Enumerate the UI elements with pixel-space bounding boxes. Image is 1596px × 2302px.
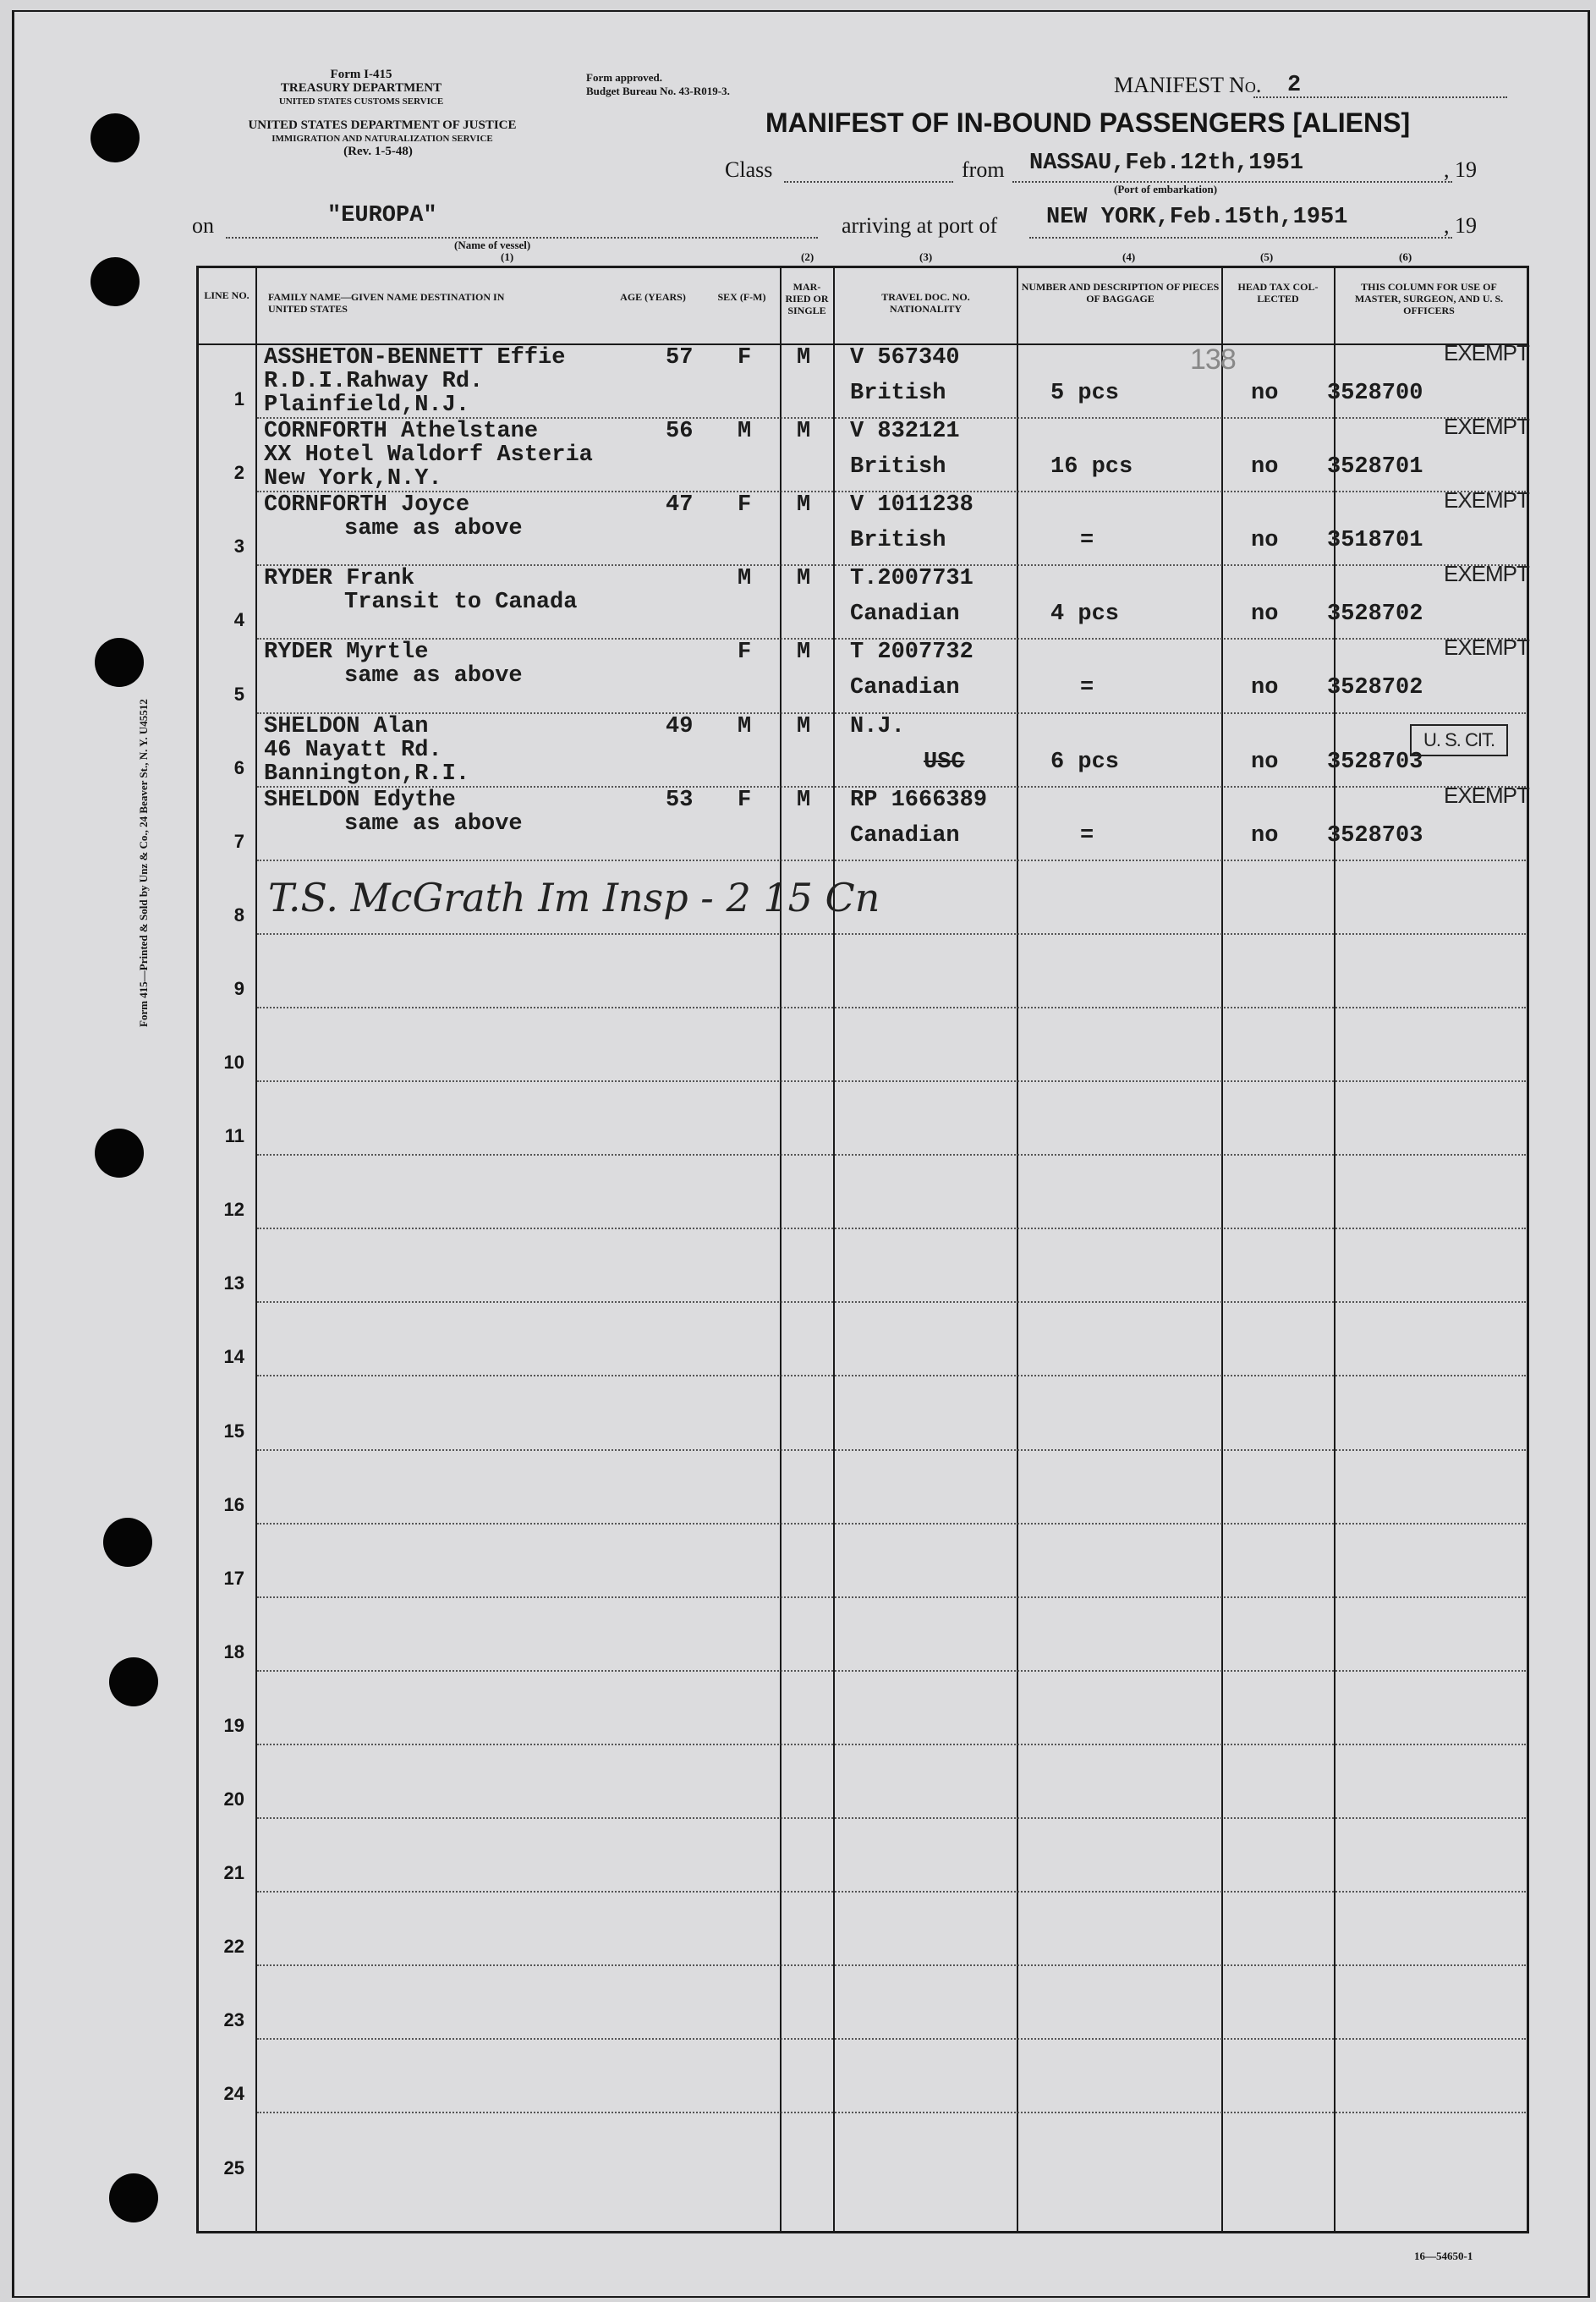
col-divider — [1221, 266, 1223, 2232]
marital-status: M — [797, 492, 811, 519]
punch-hole — [103, 1518, 152, 1567]
destination-line-1: same as above — [344, 663, 523, 690]
passenger-sex: F — [738, 345, 752, 371]
destination-line-2: Plainfield,N.J. — [264, 393, 470, 418]
col-number-5: (5) — [1260, 250, 1274, 263]
baggage-count: 6 pcs — [1050, 749, 1120, 775]
us-citizen-stamp: U. S. CIT. — [1410, 724, 1508, 756]
officer-number: 3528701 — [1327, 454, 1423, 481]
head-tax: no — [1251, 528, 1279, 554]
nationality: British — [850, 454, 946, 481]
exempt-stamp: EXEMPT — [1444, 782, 1529, 808]
from-label: from — [962, 157, 1005, 182]
travel-doc-number: RP 1666389 — [850, 787, 988, 813]
travel-doc-number: V 832121 — [850, 419, 960, 445]
row-number: 20 — [223, 1788, 244, 1810]
row-rule — [257, 1375, 1526, 1376]
destination-line-1: same as above — [344, 810, 523, 837]
officer-number: 3528703 — [1327, 749, 1423, 775]
col-divider — [1334, 266, 1335, 2232]
travel-doc-number: V 567340 — [850, 345, 960, 371]
customs-label: UNITED STATES CUSTOMS SERVICE — [278, 96, 444, 107]
passenger-age: 49 — [666, 713, 694, 739]
row-rule — [257, 2038, 1526, 2040]
row-number: 10 — [223, 1052, 244, 1073]
arriving-line — [1029, 237, 1452, 239]
baggage-count: 4 pcs — [1050, 602, 1120, 628]
manifest-table — [196, 266, 1529, 2233]
head-tax: no — [1251, 602, 1279, 628]
travel-doc-number: V 1011238 — [850, 492, 974, 519]
col-header-head-tax: HEAD TAX COL-LECTED — [1237, 281, 1319, 305]
row-rule — [257, 1080, 1526, 1082]
form-code: 16—54650-1 — [1414, 2250, 1473, 2262]
row-number: 4 — [233, 609, 244, 631]
baggage-count: = — [1080, 528, 1094, 554]
exempt-stamp: EXEMPT — [1444, 414, 1529, 440]
head-tax: no — [1251, 749, 1279, 775]
nationality: British — [850, 381, 946, 406]
from-year: , 19 — [1444, 157, 1477, 182]
col-header-sex: SEX (F-M) — [717, 291, 766, 303]
manifest-title: MANIFEST OF IN-BOUND PASSENGERS [ALIENS] — [765, 107, 1411, 138]
row-number: 18 — [223, 1640, 244, 1662]
passenger-age: 56 — [666, 419, 694, 445]
col-header-married: MAR-RIED OR SINGLE — [785, 281, 829, 316]
passenger-name: ASSHETON-BENNETT Effie — [264, 345, 566, 371]
passenger-age: 47 — [666, 492, 694, 519]
officer-number: 3518701 — [1327, 528, 1423, 554]
row-number: 9 — [233, 977, 244, 999]
baggage-count: = — [1080, 822, 1094, 849]
col-divider — [1017, 266, 1018, 2232]
row-number: 17 — [223, 1567, 244, 1589]
baggage-count: = — [1080, 675, 1094, 701]
nationality: USC — [924, 749, 965, 775]
row-number: 2 — [233, 462, 244, 484]
row-rule — [257, 933, 1526, 935]
travel-doc-number: T 2007732 — [850, 640, 974, 666]
row-number: 14 — [223, 1346, 244, 1368]
officer-number: 3528702 — [1327, 675, 1423, 701]
treasury-label: TREASURY DEPARTMENT — [280, 81, 442, 95]
marital-status: M — [797, 345, 811, 371]
arriving-year: , 19 — [1444, 213, 1477, 238]
vessel-col-number: (1) — [501, 250, 514, 263]
travel-doc-number: N.J. — [850, 713, 905, 739]
punch-hole — [90, 257, 140, 306]
row-number: 8 — [233, 904, 244, 926]
row-number: 22 — [223, 1936, 244, 1958]
row-rule — [257, 1817, 1526, 1819]
row-rule — [257, 1228, 1526, 1229]
punch-hole — [109, 2173, 158, 2222]
rev-label: (Rev. 1-5-48) — [343, 145, 413, 158]
row-number: 11 — [224, 1125, 244, 1147]
destination-line-1: same as above — [344, 516, 523, 542]
destination-line-1: XX Hotel Waldorf Asteria — [264, 442, 593, 469]
punch-hole — [109, 1657, 158, 1706]
row-rule — [257, 860, 1526, 861]
passenger-name: CORNFORTH Joyce — [264, 492, 470, 519]
passenger-sex: F — [738, 492, 752, 519]
exempt-stamp: EXEMPT — [1444, 487, 1529, 514]
destination-line-1: R.D.I.Rahway Rd. — [264, 369, 484, 394]
row-rule — [257, 1301, 1526, 1303]
row-rule — [257, 1596, 1526, 1598]
col-divider — [780, 266, 782, 2232]
form-number: Form I-415 — [330, 68, 392, 81]
embarkation-note: (Port of embarkation) — [1114, 183, 1218, 195]
row-number: 13 — [223, 1272, 244, 1294]
row-rule — [257, 1964, 1526, 1966]
nationality: Canadian — [850, 602, 960, 628]
vessel-value: "EUROPA" — [327, 203, 437, 228]
ins-label: IMMIGRATION AND NATURALIZATION SERVICE — [271, 134, 493, 144]
arriving-value: NEW YORK,Feb.15th,1951 — [1046, 205, 1348, 230]
from-line — [1012, 181, 1452, 183]
row-rule — [257, 2112, 1526, 2113]
col-header-age: AGE (YEARS) — [620, 291, 686, 303]
row-number: 16 — [223, 1493, 244, 1515]
marital-status: M — [797, 713, 811, 739]
baggage-count: 5 pcs — [1050, 381, 1120, 406]
marital-status: M — [797, 640, 811, 666]
marital-status: M — [797, 419, 811, 445]
row-number: 1 — [233, 388, 244, 410]
vessel-note: (Name of vessel) — [454, 239, 531, 251]
exempt-stamp: EXEMPT — [1444, 561, 1529, 587]
punch-hole — [95, 638, 144, 687]
passenger-sex: M — [738, 566, 752, 592]
row-number: 15 — [223, 1420, 244, 1442]
head-tax: no — [1251, 381, 1279, 406]
destination-line-2: New York,N.Y. — [264, 466, 442, 492]
passenger-sex: M — [738, 713, 752, 739]
stamp-number: 138 — [1190, 343, 1236, 376]
passenger-name: SHELDON Alan — [264, 713, 429, 739]
row-number: 3 — [233, 536, 244, 558]
col-header-line: LINE NO. — [204, 289, 250, 301]
class-line — [784, 181, 953, 183]
col-number-4: (4) — [1122, 250, 1136, 263]
destination-line-1: Transit to Canada — [344, 590, 578, 616]
col-number-2: (2) — [801, 250, 814, 263]
class-label: Class — [725, 157, 773, 182]
row-number: 5 — [233, 683, 244, 705]
passenger-name: RYDER Myrtle — [264, 640, 429, 666]
head-tax: no — [1251, 675, 1279, 701]
passenger-sex: M — [738, 419, 752, 445]
row-number: 6 — [233, 756, 244, 778]
col-header-officers: THIS COLUMN FOR USE OF MASTER, SURGEON, AND U. S. OFFICERS — [1354, 281, 1504, 316]
travel-doc-number: T.2007731 — [850, 566, 974, 592]
passenger-name: CORNFORTH Athelstane — [264, 419, 539, 445]
manifest-sheet — [12, 10, 1590, 2298]
row-rule — [257, 1891, 1526, 1893]
officer-number: 3528700 — [1327, 381, 1423, 406]
row-number: 12 — [223, 1199, 244, 1221]
punch-hole — [90, 113, 140, 162]
marital-status: M — [797, 787, 811, 813]
col-divider — [833, 266, 835, 2232]
inspector-signature: T.S. McGrath Im Insp - 2 15 Cn — [268, 875, 880, 920]
passenger-sex: F — [738, 787, 752, 813]
row-rule — [257, 1523, 1526, 1525]
row-rule — [257, 1449, 1526, 1451]
exempt-stamp: EXEMPT — [1444, 635, 1529, 661]
budget-bureau: Budget Bureau No. 43-R019-3. — [586, 85, 730, 97]
row-number: 19 — [223, 1714, 244, 1736]
col-header-baggage: NUMBER AND DESCRIPTION OF PIECES OF BAGGAGE — [1021, 281, 1220, 305]
officer-number: 3528702 — [1327, 602, 1423, 628]
arriving-label: arriving at port of — [842, 213, 998, 238]
row-number: 21 — [223, 1862, 244, 1884]
manifest-no-label: MANIFEST No. — [1114, 73, 1262, 97]
form-approved: Form approved. — [586, 71, 663, 84]
baggage-count: 16 pcs — [1050, 454, 1133, 481]
passenger-sex: F — [738, 640, 752, 666]
officer-number: 3528703 — [1327, 822, 1423, 849]
row-number: 7 — [233, 830, 244, 852]
marital-status: M — [797, 566, 811, 592]
col-divider — [255, 266, 257, 2232]
col-number-6: (6) — [1399, 250, 1412, 263]
head-tax: no — [1251, 454, 1279, 481]
col-header-travel-doc: TRAVEL DOC. NO. NATIONALITY — [881, 291, 970, 315]
row-number: 25 — [223, 2156, 244, 2178]
destination-line-2: Bannington,R.I. — [264, 761, 470, 787]
row-rule — [257, 1670, 1526, 1672]
passenger-age: 57 — [666, 345, 694, 371]
passenger-name: SHELDON Edythe — [264, 787, 456, 813]
row-number: 24 — [223, 2083, 244, 2105]
justice-label: UNITED STATES DEPARTMENT OF JUSTICE — [248, 118, 517, 132]
col-header-name: FAMILY NAME—GIVEN NAME DESTINATION IN UNITED STATES — [268, 291, 505, 315]
from-value: NASSAU,Feb.12th,1951 — [1029, 151, 1304, 176]
punch-hole — [95, 1129, 144, 1178]
manifest-no-value: 2 — [1287, 73, 1302, 98]
passenger-age: 53 — [666, 787, 694, 813]
on-label: on — [192, 213, 214, 238]
col-number-3: (3) — [919, 250, 933, 263]
printer-note: Form 415—Printed & Sold by Unz & Co., 24 Beaver St., N. Y. U45512 — [137, 699, 150, 1027]
nationality: Canadian — [850, 675, 960, 701]
destination-line-1: 46 Nayatt Rd. — [264, 737, 442, 763]
row-rule — [257, 1007, 1526, 1008]
nationality: Canadian — [850, 822, 960, 849]
head-tax: no — [1251, 822, 1279, 849]
row-rule — [257, 1744, 1526, 1745]
row-rule — [257, 1154, 1526, 1156]
row-number: 23 — [223, 2009, 244, 2031]
nationality: British — [850, 528, 946, 554]
exempt-stamp: EXEMPT — [1444, 340, 1529, 365]
passenger-name: RYDER Frank — [264, 566, 415, 592]
